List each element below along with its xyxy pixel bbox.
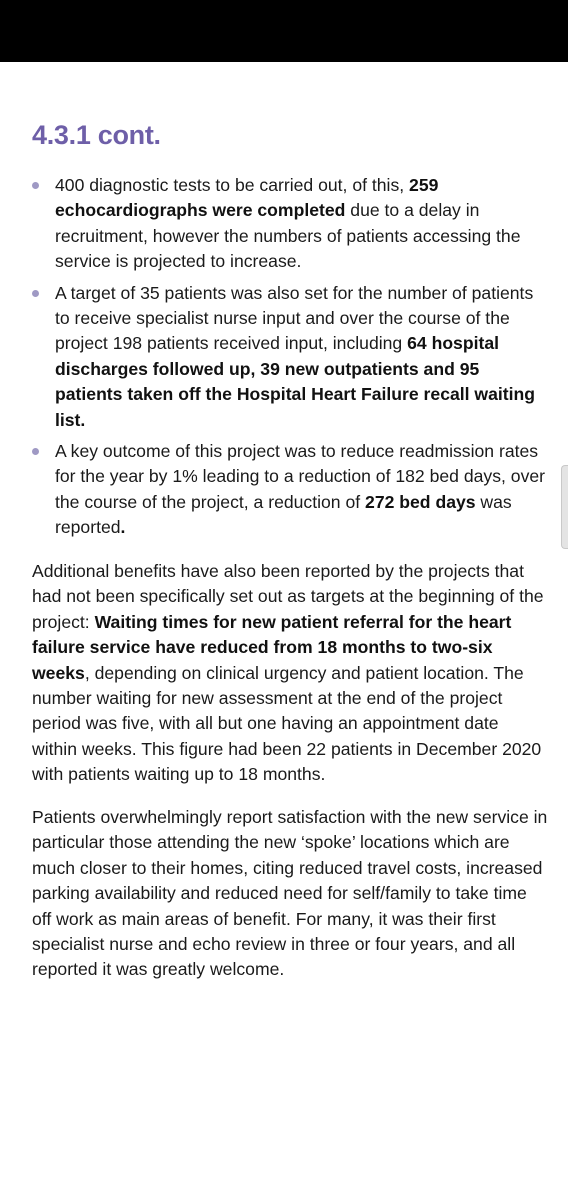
bullet-text: was reported — [55, 491, 512, 538]
bullet-bold-text: 259 echocardiographs were completed — [55, 175, 439, 221]
paragraph-text: Patients overwhelmingly report satisfaction with the new service in particular those attending the new ‘spoke’ locations which are much closer to their homes, citing reduced travel costs, increased parking availability and reduced need for self/family to take time off work as main areas of benefit. For many, it was their first specialist nurse and echo review in three or four years, and all reported it was greatly welcome. — [32, 807, 548, 980]
bullet-readmission — [32, 439, 548, 541]
paragraph-text: , depending on clinical urgency and patient location. The number waiting for new assessment at the end of the project period was five, with all but one having an appointment date within weeks. This figure had been 22 patients in December 2020 with patients waiting up to 18 months. — [32, 662, 542, 785]
bullet-bold-period: . — [120, 517, 126, 538]
scrollbar-thumb[interactable] — [561, 465, 568, 549]
bullet-nurse-input — [32, 281, 548, 433]
paragraph-text: Additional benefits have also been reported by the projects that had not been specifically set out as targets at the beginning of the project: — [32, 561, 544, 632]
paragraph-bold-text: Waiting times for new patient referral for the heart failure service have reduced from 18 months to two-six weeks — [32, 611, 512, 683]
bullet-text: A key outcome of this project was to reduce readmission rates for the year by 1% leading to a reduction of 182 bed days, over the course of the project, a reduction of — [55, 441, 546, 512]
bullet-text: A target of 35 patients was also set for the number of patients to receive specialist nurse input and over the course of the project 198 patients received input, including — [55, 282, 534, 354]
bullet-bold-text: 272 bed days — [365, 491, 476, 512]
bullet-list — [32, 173, 548, 547]
bullet-text: 400 diagnostic tests to be carried out, of this, — [55, 175, 410, 195]
document-page — [0, 62, 568, 1200]
status-bar — [0, 0, 568, 62]
bullet-bold-text: 64 hospital discharges followed up, 39 new outpatients and 95 patients taken off the Hospital Heart Failure recall waiting list. — [55, 333, 536, 430]
paragraph-patient-satisfaction — [32, 805, 548, 983]
bullet-text: due to a delay in recruitment, however the numbers of patients accessing the service is projected to increase. — [55, 200, 521, 272]
bullet-diagnostic-tests — [32, 173, 548, 275]
paragraph-additional-benefits — [32, 559, 548, 788]
section-heading: 4.3.1 cont. — [32, 120, 161, 150]
